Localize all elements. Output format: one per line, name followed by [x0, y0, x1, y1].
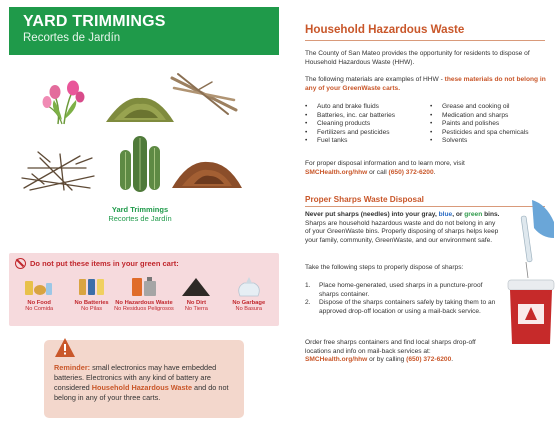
- list-item: • Cleaning products: [305, 120, 371, 128]
- hhw-examples-lead: The following materials are examples of HHW - these materials do not belong in any of your GreenWaste carts.: [305, 76, 546, 92]
- food-icon: [24, 275, 54, 297]
- dirt-pile-icon: [181, 275, 211, 297]
- phone-number[interactable]: (650) 372-6200: [388, 168, 434, 176]
- garbage-bag-icon: [234, 275, 264, 297]
- hazardous-can-icon: [129, 275, 159, 297]
- battery-icon: [77, 275, 107, 297]
- wood-chips-image: [170, 158, 244, 190]
- hhw-disposal-info: For proper disposal information and to learn more, visit SMCHealth.org/hhw or call (650) 372-6200.: [305, 160, 465, 176]
- branches-image: [168, 70, 240, 116]
- hhw-title: Household Hazardous Waste: [305, 23, 465, 36]
- reminder-label: Reminder:: [54, 363, 91, 372]
- list-item: • Fuel tanks: [305, 137, 348, 145]
- warning-icon: [54, 337, 76, 359]
- prohibited-item-food: No Food No Comida: [13, 275, 65, 312]
- prohibited-item-dirt: No Dirt No Tierra: [170, 275, 222, 312]
- prohibited-heading: [15, 258, 179, 269]
- steps-list: [305, 282, 503, 316]
- smchealth-link-2[interactable]: SMCHealth.org/hhw: [305, 356, 368, 364]
- list-item: • Pesticides and spa chemicals: [430, 128, 529, 136]
- yard-trimmings-banner: [9, 7, 279, 55]
- list-item: • Auto and brake fluids: [305, 103, 379, 110]
- step-item: 2. Dispose of the sharps containers safely by taking them to an approved drop-off location or using a mail-back service.: [305, 299, 496, 315]
- order-info: Order free sharps containers and find local sharps drop-off locations and info on mail-back services at: SMCHealth.org/hhw or by calling (650) 372-6200.: [305, 339, 476, 364]
- hhw-panel: [305, 0, 555, 432]
- yard-trimmings-caption: [0, 205, 280, 223]
- prohibited-item-garbage: No Garbage No Basura: [223, 275, 275, 312]
- sharps-warning: Never put sharps (needles) into your gray, blue, or green bins. Sharps are household hazardous waste and do not belong in any of your GreenWaste bins. Properly disposing of sharps helps keep your family, community, GreenWaste, and our environment safe.: [305, 211, 500, 244]
- prohibited-heading-text: Do not put these items in your green cart:: [30, 259, 179, 268]
- prohibited-icon: [15, 258, 26, 269]
- prohibited-items-box: [9, 253, 279, 326]
- reminder-text-2: and do not belong in any of your three carts.: [54, 383, 229, 402]
- step-item: 1. Place home-generated, used sharps in a puncture-proof sharps container.: [305, 282, 483, 298]
- smchealth-link[interactable]: SMCHealth.org/hhw: [305, 168, 368, 176]
- cactus-image: [116, 132, 164, 192]
- sharps-container-image: [502, 198, 556, 346]
- caption-spanish: Recortes de Jardín: [108, 214, 172, 223]
- title-divider: [305, 40, 545, 41]
- sharps-title: Proper Sharps Waste Disposal: [305, 195, 424, 204]
- list-item: • Solvents: [430, 137, 468, 145]
- reminder-text-1: small electronics may have embedded batteries. Electronics with any kind of battery are considered: [54, 363, 217, 392]
- prohibited-item-batteries: No Batteries No Pilas: [66, 275, 118, 312]
- list-item: • Grease and cooking oil: [430, 103, 510, 110]
- phone-number-2[interactable]: (650) 372-6200: [406, 356, 452, 364]
- reminder-highlight: Household Hazardous Waste: [91, 383, 193, 392]
- list-item: • Paints and polishes: [430, 120, 500, 128]
- grass-clippings-image: [104, 92, 176, 124]
- banner-subtitle: Recortes de Jardín: [23, 32, 121, 44]
- list-item: • Batteries, inc. car batteries: [305, 111, 396, 119]
- tulips-image: [40, 78, 90, 126]
- twigs-image: [20, 148, 98, 192]
- banner-title: YARD TRIMMINGS: [23, 13, 166, 30]
- list-item: • Fertilizers and pesticides: [305, 128, 390, 136]
- caption-english: Yard Trimmings: [111, 205, 169, 214]
- steps-lead: Take the following steps to properly dispose of sharps:: [305, 264, 464, 271]
- examples-warning: these materials do not belong in any of your GreenWaste carts.: [305, 76, 546, 92]
- list-item: • Medication and sharps: [430, 111, 509, 119]
- prohibited-item-hazardous: No Hazardous Waste No Residuos Peligrosos: [118, 275, 170, 312]
- hhw-intro: The County of San Mateo provides the opportunity for residents to dispose of Household Hazardous Waste (HHW).: [305, 50, 530, 66]
- hhw-examples-list: [305, 103, 555, 146]
